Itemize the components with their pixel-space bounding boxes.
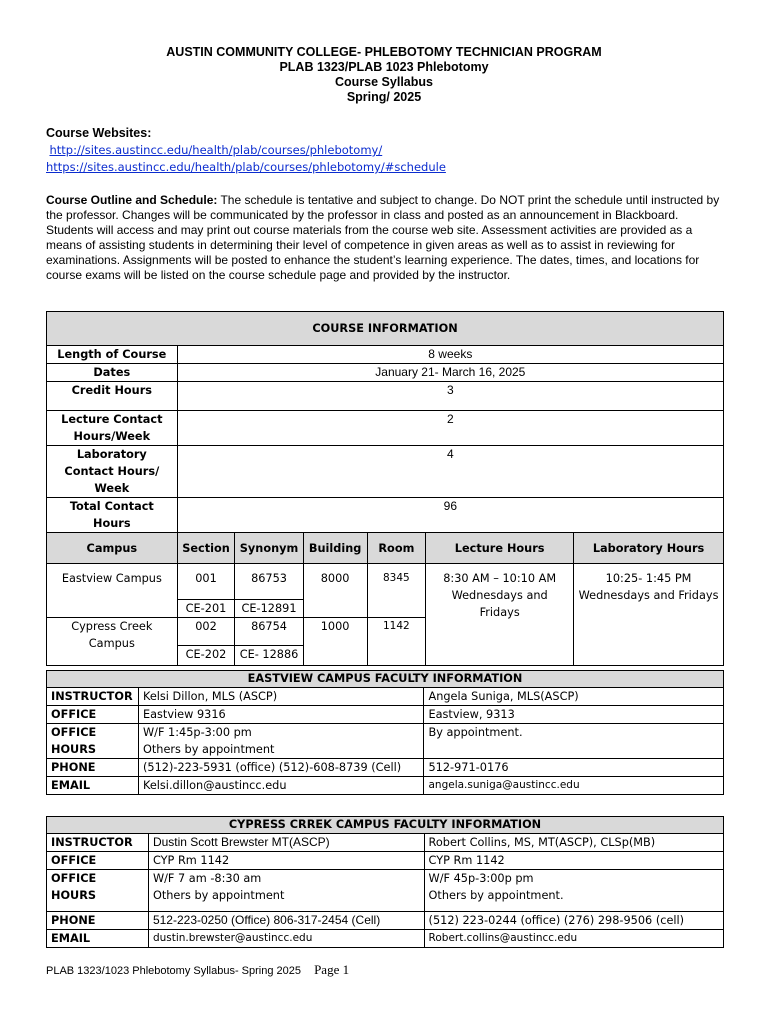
course-websites <box>46 125 446 176</box>
outline-label: Course Outline and Schedule: <box>46 193 218 207</box>
course-websites-label: Course Websites: <box>46 126 152 140</box>
section-number: 002 <box>177 618 235 646</box>
row-value: January 21- March 16, 2025 <box>177 364 723 382</box>
row-value: 4 <box>177 446 723 498</box>
course-information-title: COURSE INFORMATION <box>47 312 724 346</box>
row-value: 3 <box>177 382 723 411</box>
lecture-hours: 8:30 AM – 10:10 AM Wednesdays and Fridays <box>426 564 574 666</box>
synonym-number: 86754 <box>235 618 303 646</box>
office-label: OFFICE <box>47 852 149 870</box>
phone-number: 512-971-0176 <box>424 759 724 777</box>
row-label: Credit Hours <box>47 382 178 411</box>
column-header: Lecture Hours <box>426 533 574 564</box>
office-label: OFFICE <box>47 706 139 724</box>
page-number: Page 1 <box>314 962 350 977</box>
course-schedule-link[interactable]: https://sites.austincc.edu/health/plab/courses/phlebotomy/#schedule <box>46 160 446 174</box>
email-label: EMAIL <box>47 777 139 795</box>
document-type-title: Course Syllabus <box>335 75 433 89</box>
instructor-name: Dustin Scott Brewster MT(ASCP) <box>148 834 424 852</box>
synonym-number: CE-12891 <box>235 600 303 618</box>
phone-label: PHONE <box>47 759 139 777</box>
email-label: EMAIL <box>47 930 149 948</box>
eastview-faculty-title: EASTVIEW CAMPUS FACULTY INFORMATION <box>47 671 724 688</box>
section-number: CE-201 <box>177 600 235 618</box>
phone-label: PHONE <box>47 912 149 930</box>
email-address[interactable]: Robert.collins@austincc.edu <box>424 930 723 948</box>
instructor-name: Kelsi Dillon, MLS (ASCP) <box>138 688 424 706</box>
building-number: 1000 <box>303 618 367 666</box>
row-label: Dates <box>47 364 178 382</box>
office-location: Eastview 9316 <box>138 706 424 724</box>
instructor-label: INSTRUCTOR <box>47 834 149 852</box>
office-hours-label: OFFICE HOURS <box>47 870 149 912</box>
row-value: 2 <box>177 411 723 446</box>
phone-number: (512) 223-0244 (office) (276) 298-9506 (cell) <box>424 912 723 930</box>
row-value: 8 weeks <box>177 346 723 364</box>
campus-name: Eastview Campus <box>47 564 178 618</box>
section-number: CE-202 <box>177 646 235 666</box>
column-header: Laboratory Hours <box>574 533 724 564</box>
document-header <box>0 45 768 105</box>
row-label: Total Contact Hours <box>47 498 178 533</box>
office-hours: By appointment. <box>424 724 724 759</box>
office-location: CYP Rm 1142 <box>424 852 723 870</box>
course-information-table <box>46 311 724 666</box>
office-hours: W/F 7 am -8:30 am Others by appointment <box>148 870 424 912</box>
office-location: CYP Rm 1142 <box>148 852 424 870</box>
building-number: 8000 <box>303 564 367 618</box>
course-outline <box>46 193 726 283</box>
column-header: Room <box>367 533 426 564</box>
cypress-faculty-title: CYPRESS CRREK CAMPUS FACULTY INFORMATION <box>47 817 724 834</box>
outline-text-1: The schedule is tentative and subject to change. Do NOT print the schedule until instructed by the professor. Changes will be communicated by the professor in class and posted as an announcement in Blackboard. <box>46 193 720 222</box>
row-value: 96 <box>177 498 723 533</box>
column-header: Campus <box>47 533 178 564</box>
office-location: Eastview, 9313 <box>424 706 724 724</box>
outline-text-2: Students will access and may print out course materials from the course web site. Assessment activities are provided as a means of assisting students in determining their level of competence in given areas as well as to assist in reviewing for examinations. Assignments will be posted to enhance the student’s learning experience. The dates, times, and locations for course exams will be listed on the course schedule page and provided by the instructor. <box>46 223 700 282</box>
room-number: 1142 <box>367 618 426 666</box>
column-header: Synonym <box>235 533 303 564</box>
office-hours: W/F 1:45p-3:00 pm Others by appointment <box>138 724 424 759</box>
campus-name: Cypress Creek Campus <box>47 618 178 666</box>
email-address[interactable]: Kelsi.dillon@austincc.edu <box>138 777 424 795</box>
course-code-title: PLAB 1323/PLAB 1023 Phlebotomy <box>279 60 489 74</box>
synonym-number: 86753 <box>235 564 303 600</box>
term-title: Spring/ 2025 <box>346 90 422 104</box>
instructor-label: INSTRUCTOR <box>47 688 139 706</box>
office-hours-label: OFFICE HOURS <box>47 724 139 759</box>
instructor-name: Robert Collins, MS, MT(ASCP), CLSp(MB) <box>424 834 723 852</box>
phone-number: (512)-223-5931 (office) (512)-608-8739 (Cell) <box>138 759 424 777</box>
column-header: Building <box>303 533 367 564</box>
room-number: 8345 <box>367 564 426 618</box>
column-header: Section <box>177 533 235 564</box>
email-address[interactable]: angela.suniga@austincc.edu <box>424 777 724 795</box>
course-website-link[interactable]: http://sites.austincc.edu/health/plab/courses/phlebotomy/ <box>49 143 383 157</box>
office-hours: W/F 45p-3:00p pm Others by appointment. <box>424 870 723 912</box>
phone-number: 512-223-0250 (Office) 806-317-2454 (Cell) <box>148 912 424 930</box>
synonym-number: CE- 12886 <box>235 646 303 666</box>
row-label: Laboratory Contact Hours/ Week <box>47 446 178 498</box>
row-label: Length of Course <box>47 346 178 364</box>
email-address[interactable]: dustin.brewster@austincc.edu <box>148 930 424 948</box>
page-footer <box>46 962 349 978</box>
instructor-name: Angela Suniga, MLS(ASCP) <box>424 688 724 706</box>
footer-text: PLAB 1323/1023 Phlebotomy Syllabus- Spring 2025 <box>46 965 302 977</box>
laboratory-hours: 10:25- 1:45 PM Wednesdays and Fridays <box>574 564 724 666</box>
eastview-faculty-table <box>46 670 724 795</box>
cypress-creek-faculty-table <box>46 816 724 948</box>
section-number: 001 <box>177 564 235 600</box>
college-program-title: AUSTIN COMMUNITY COLLEGE- PHLEBOTOMY TECHNICIAN PROGRAM <box>166 45 602 59</box>
row-label: Lecture Contact Hours/Week <box>47 411 178 446</box>
